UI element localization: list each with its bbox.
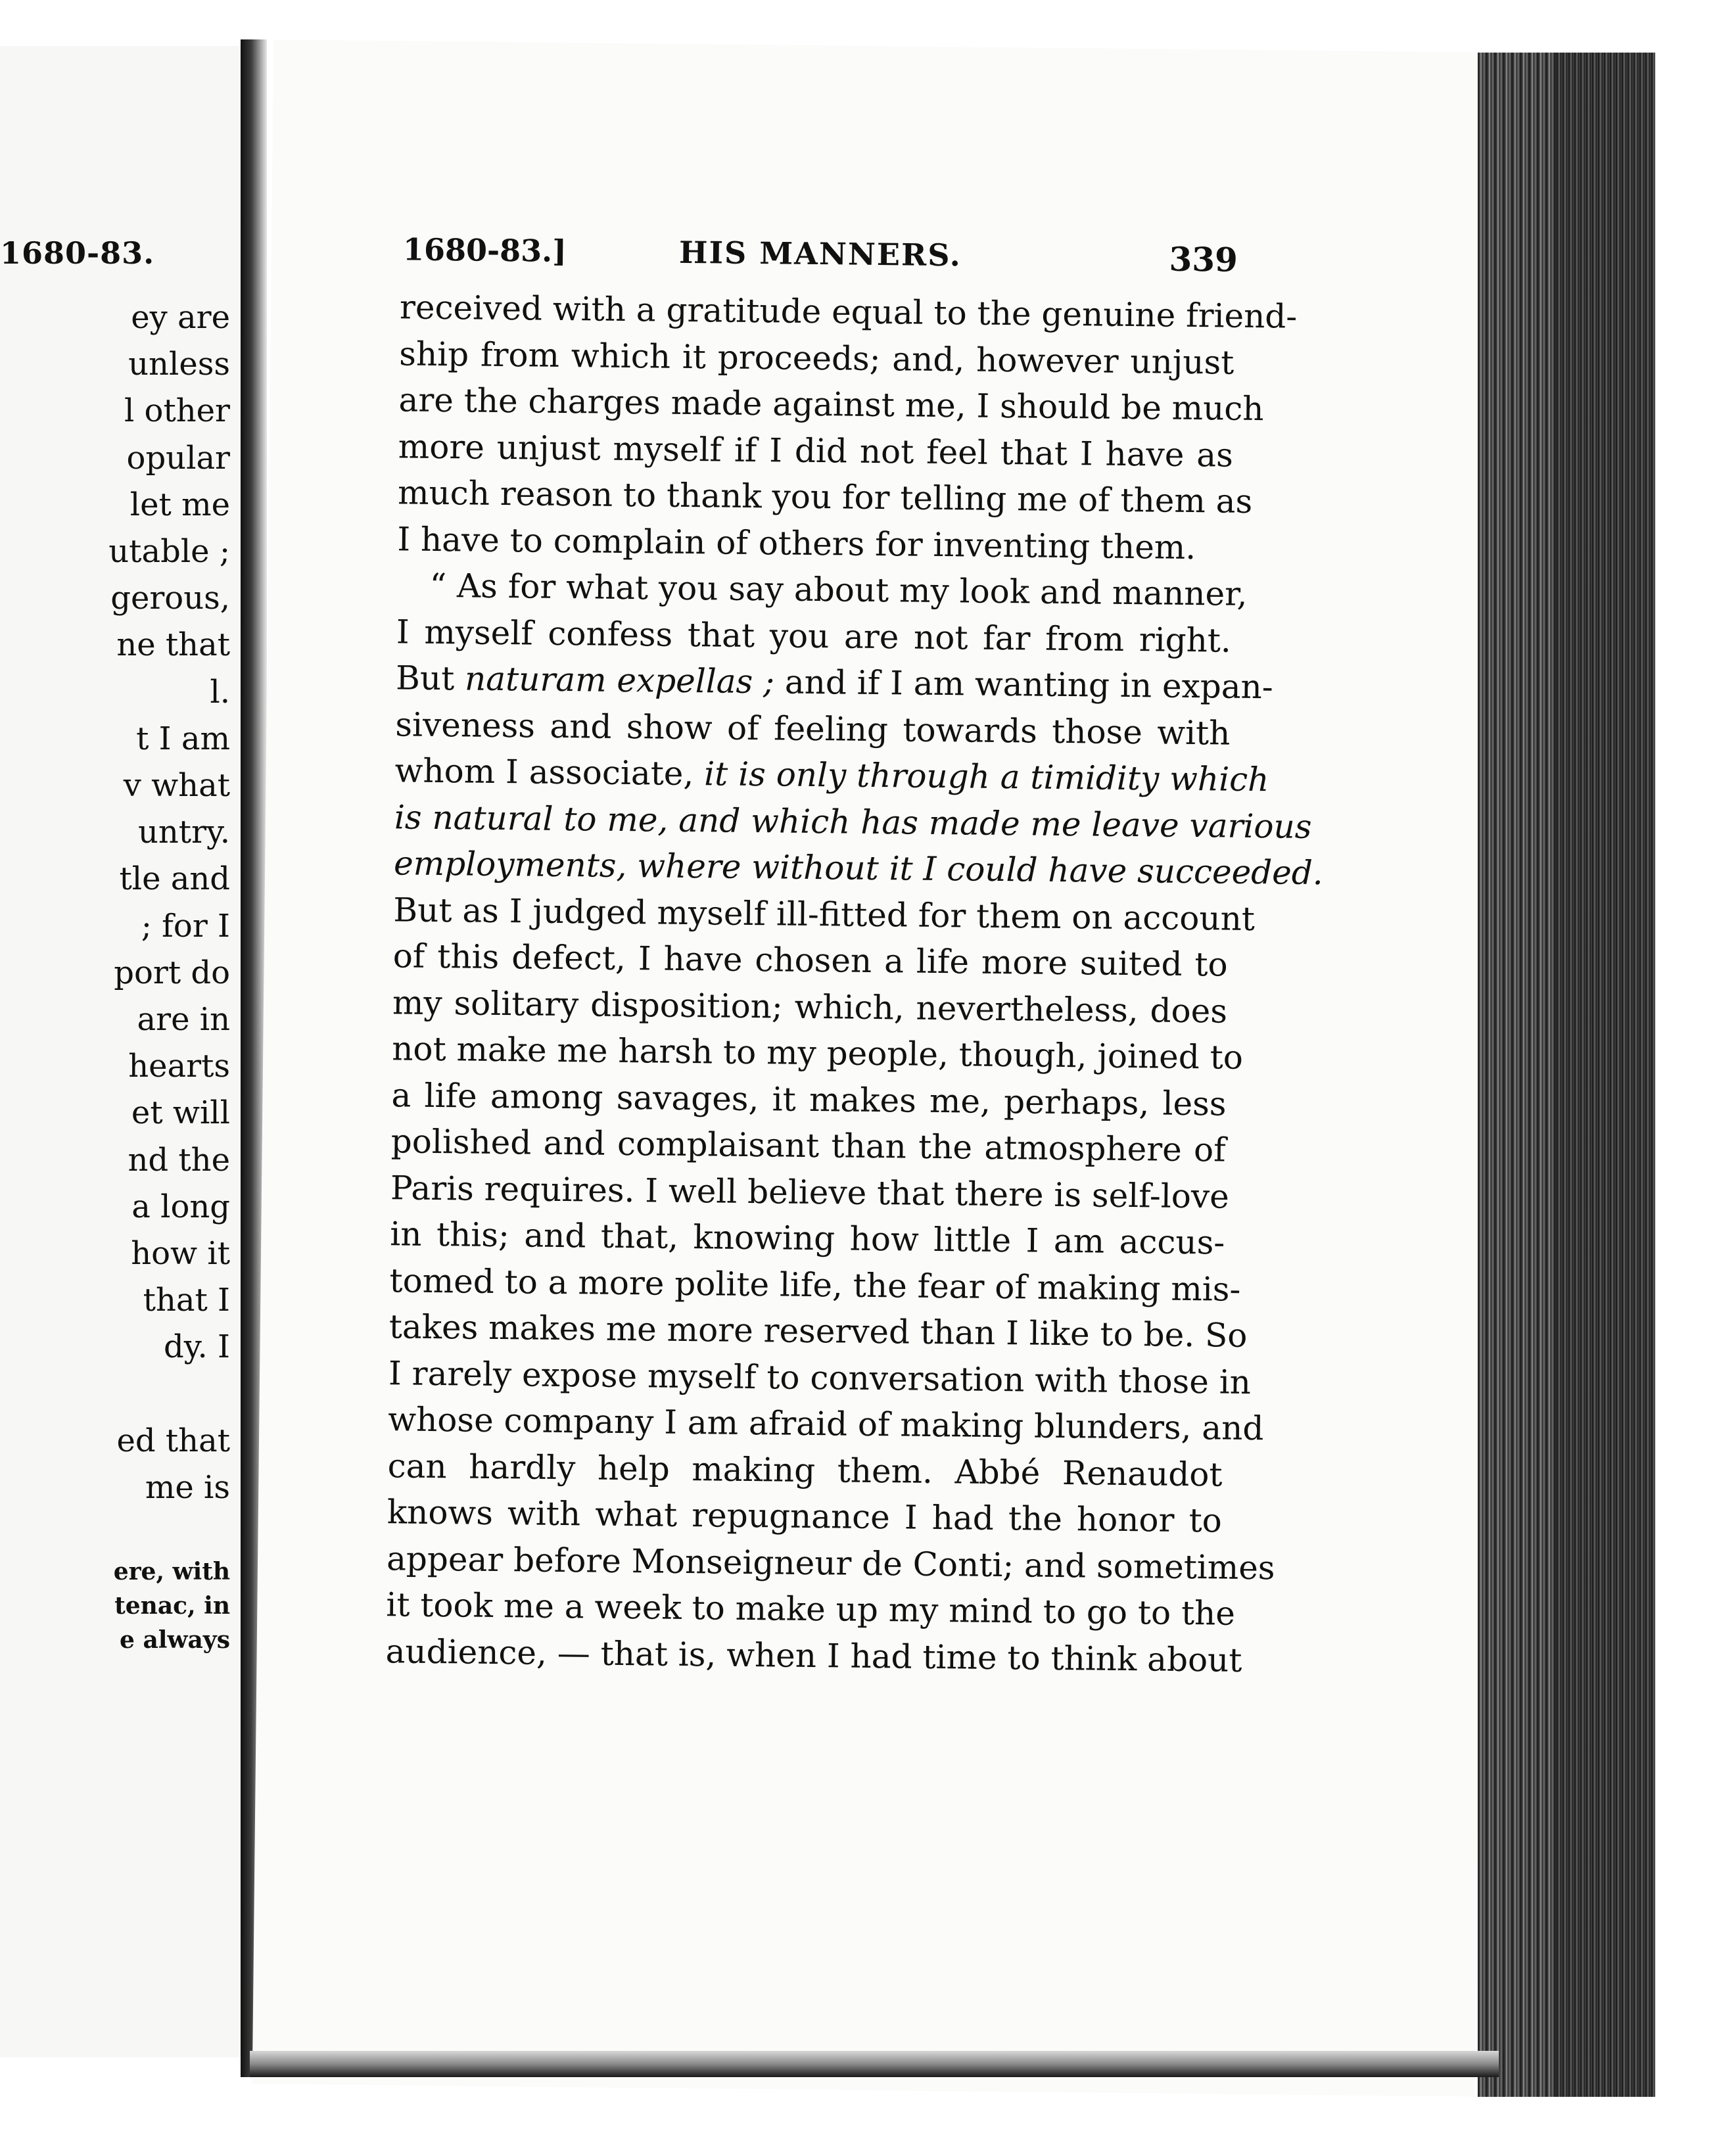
previous-page-line-fragment: that I <box>143 1282 230 1319</box>
text-line: siveness and show of feeling towards those with <box>395 705 1231 753</box>
previous-page-line-fragment: opular <box>126 439 230 477</box>
running-head <box>403 231 1238 279</box>
text-line: I rarely expose myself to conversation with those in <box>388 1353 1252 1401</box>
previous-page-line-fragment: et will <box>131 1094 230 1132</box>
previous-page-line-fragment: port do <box>114 954 230 991</box>
previous-page-line-fragment: l other <box>124 392 230 430</box>
text-line-roman: But <box>395 659 465 698</box>
text-line: not make me harsh to my people, though, joined to <box>391 1029 1244 1077</box>
running-head-title: HIS MANNERS. <box>678 234 962 273</box>
previous-page-line-fragment: tle and <box>119 860 230 898</box>
previous-page-line-fragment: ey are <box>131 299 230 336</box>
text-line: can hardly help making them. Abbé Renaudot <box>387 1446 1223 1494</box>
page-block-fore-edge-outer <box>1557 53 1655 2097</box>
text-line: in this; and that, knowing how little I am accus- <box>390 1215 1225 1262</box>
previous-page-line-fragment: are in <box>137 1001 230 1038</box>
text-line-roman: and if I am wanting in expan- <box>774 663 1274 707</box>
previous-page-line-fragment: ne that <box>116 626 230 664</box>
text-line-italic: employments, where without it I could have succeeded. <box>393 844 1324 893</box>
text-line: of this defect, I have chosen a life more suited to <box>392 937 1228 984</box>
previous-page-footnote-fragment: tenac, in <box>114 1592 230 1620</box>
previous-page-footnote-fragment: e always <box>120 1626 230 1654</box>
page-body-text <box>385 284 1324 1683</box>
previous-page-line-fragment: ed that <box>116 1422 230 1459</box>
text-line: more unjust myself if I did not feel that I have as <box>398 427 1234 475</box>
page-block-fore-edge <box>1478 53 1557 2097</box>
previous-page-line-fragment: unless <box>128 346 230 383</box>
text-line <box>395 655 1274 710</box>
previous-page-line-fragment: gerous, <box>110 580 230 617</box>
text-line: appear before Monseigneur de Conti; and sometimes <box>386 1539 1275 1587</box>
text-line-italic: naturam expellas ; <box>464 659 775 701</box>
text-line: my solitary disposition; which, nevertheless, does <box>392 983 1228 1031</box>
previous-page-line-fragment: me is <box>145 1469 230 1506</box>
text-line: Paris requires. I well believe that there is self-love <box>390 1168 1230 1216</box>
text-line: ship from which it proceeds; and, however unjust <box>399 334 1235 382</box>
previous-page-line-fragment: dy. I <box>164 1328 230 1366</box>
text-line: takes makes me more reserved than I like to be. So <box>388 1307 1248 1355</box>
text-line: I myself confess that you are not far from right. <box>396 612 1232 660</box>
previous-page <box>0 46 243 2057</box>
text-line: I have to complain of others for inventing them. <box>397 519 1196 567</box>
text-line-italic: is natural to me, and which has made me leave various <box>394 797 1312 846</box>
text-line: polished and complaisant than the atmosphere of <box>390 1122 1227 1169</box>
previous-page-line-fragment: ; for I <box>141 907 230 945</box>
text-line: whose company I am afraid of making blunders, and <box>388 1400 1264 1448</box>
current-page <box>252 39 1496 2096</box>
previous-page-line-fragment: nd the <box>128 1141 230 1179</box>
text-line: are the charges made against me, I should be much <box>398 381 1264 429</box>
previous-page-line-fragment: let me <box>129 486 230 523</box>
previous-page-line-fragment: untry. <box>137 814 230 851</box>
text-line: “ As for what you say about my look and manner, <box>429 566 1248 613</box>
text-line: received with a gratitude equal to the genuine friend- <box>399 288 1298 336</box>
previous-page-line-fragment: how it <box>131 1235 230 1272</box>
previous-page-line-fragment: a long <box>131 1188 230 1225</box>
text-line: knows with what repugnance I had the honor to <box>387 1493 1223 1540</box>
previous-page-line-fragment: l. <box>210 673 230 711</box>
text-line <box>394 794 1312 849</box>
previous-page-line-fragment: utable ; <box>108 533 230 570</box>
previous-page-running-head: 1680-83. <box>0 235 155 271</box>
text-line: much reason to thank you for telling me of them as <box>397 473 1253 521</box>
text-line: it took me a week to make up my mind to go to the <box>386 1585 1236 1633</box>
previous-page-line-fragment: hearts <box>128 1048 230 1085</box>
text-line-roman: whom I associate, <box>394 751 705 793</box>
text-line: But as I judged myself ill-fitted for them on account <box>393 890 1256 938</box>
text-line <box>393 840 1324 895</box>
page-number: 339 <box>1169 239 1238 279</box>
text-line: tomed to a more polite life, the fear of making mis- <box>389 1261 1241 1309</box>
text-line: a life among savages, it makes me, perhaps, less <box>391 1075 1227 1123</box>
previous-page-footnote-fragment: ere, with <box>113 1558 230 1585</box>
text-line <box>394 747 1269 803</box>
running-head-years: 1680-83.] <box>402 231 567 270</box>
text-line: audience, — that is, when I had time to think about <box>385 1631 1242 1679</box>
previous-page-line-fragment: t I am <box>136 720 230 757</box>
page-bottom-edge <box>250 2051 1499 2077</box>
text-line-italic: it is only through a timidity which <box>703 755 1269 799</box>
previous-page-line-fragment: v what <box>123 767 230 804</box>
